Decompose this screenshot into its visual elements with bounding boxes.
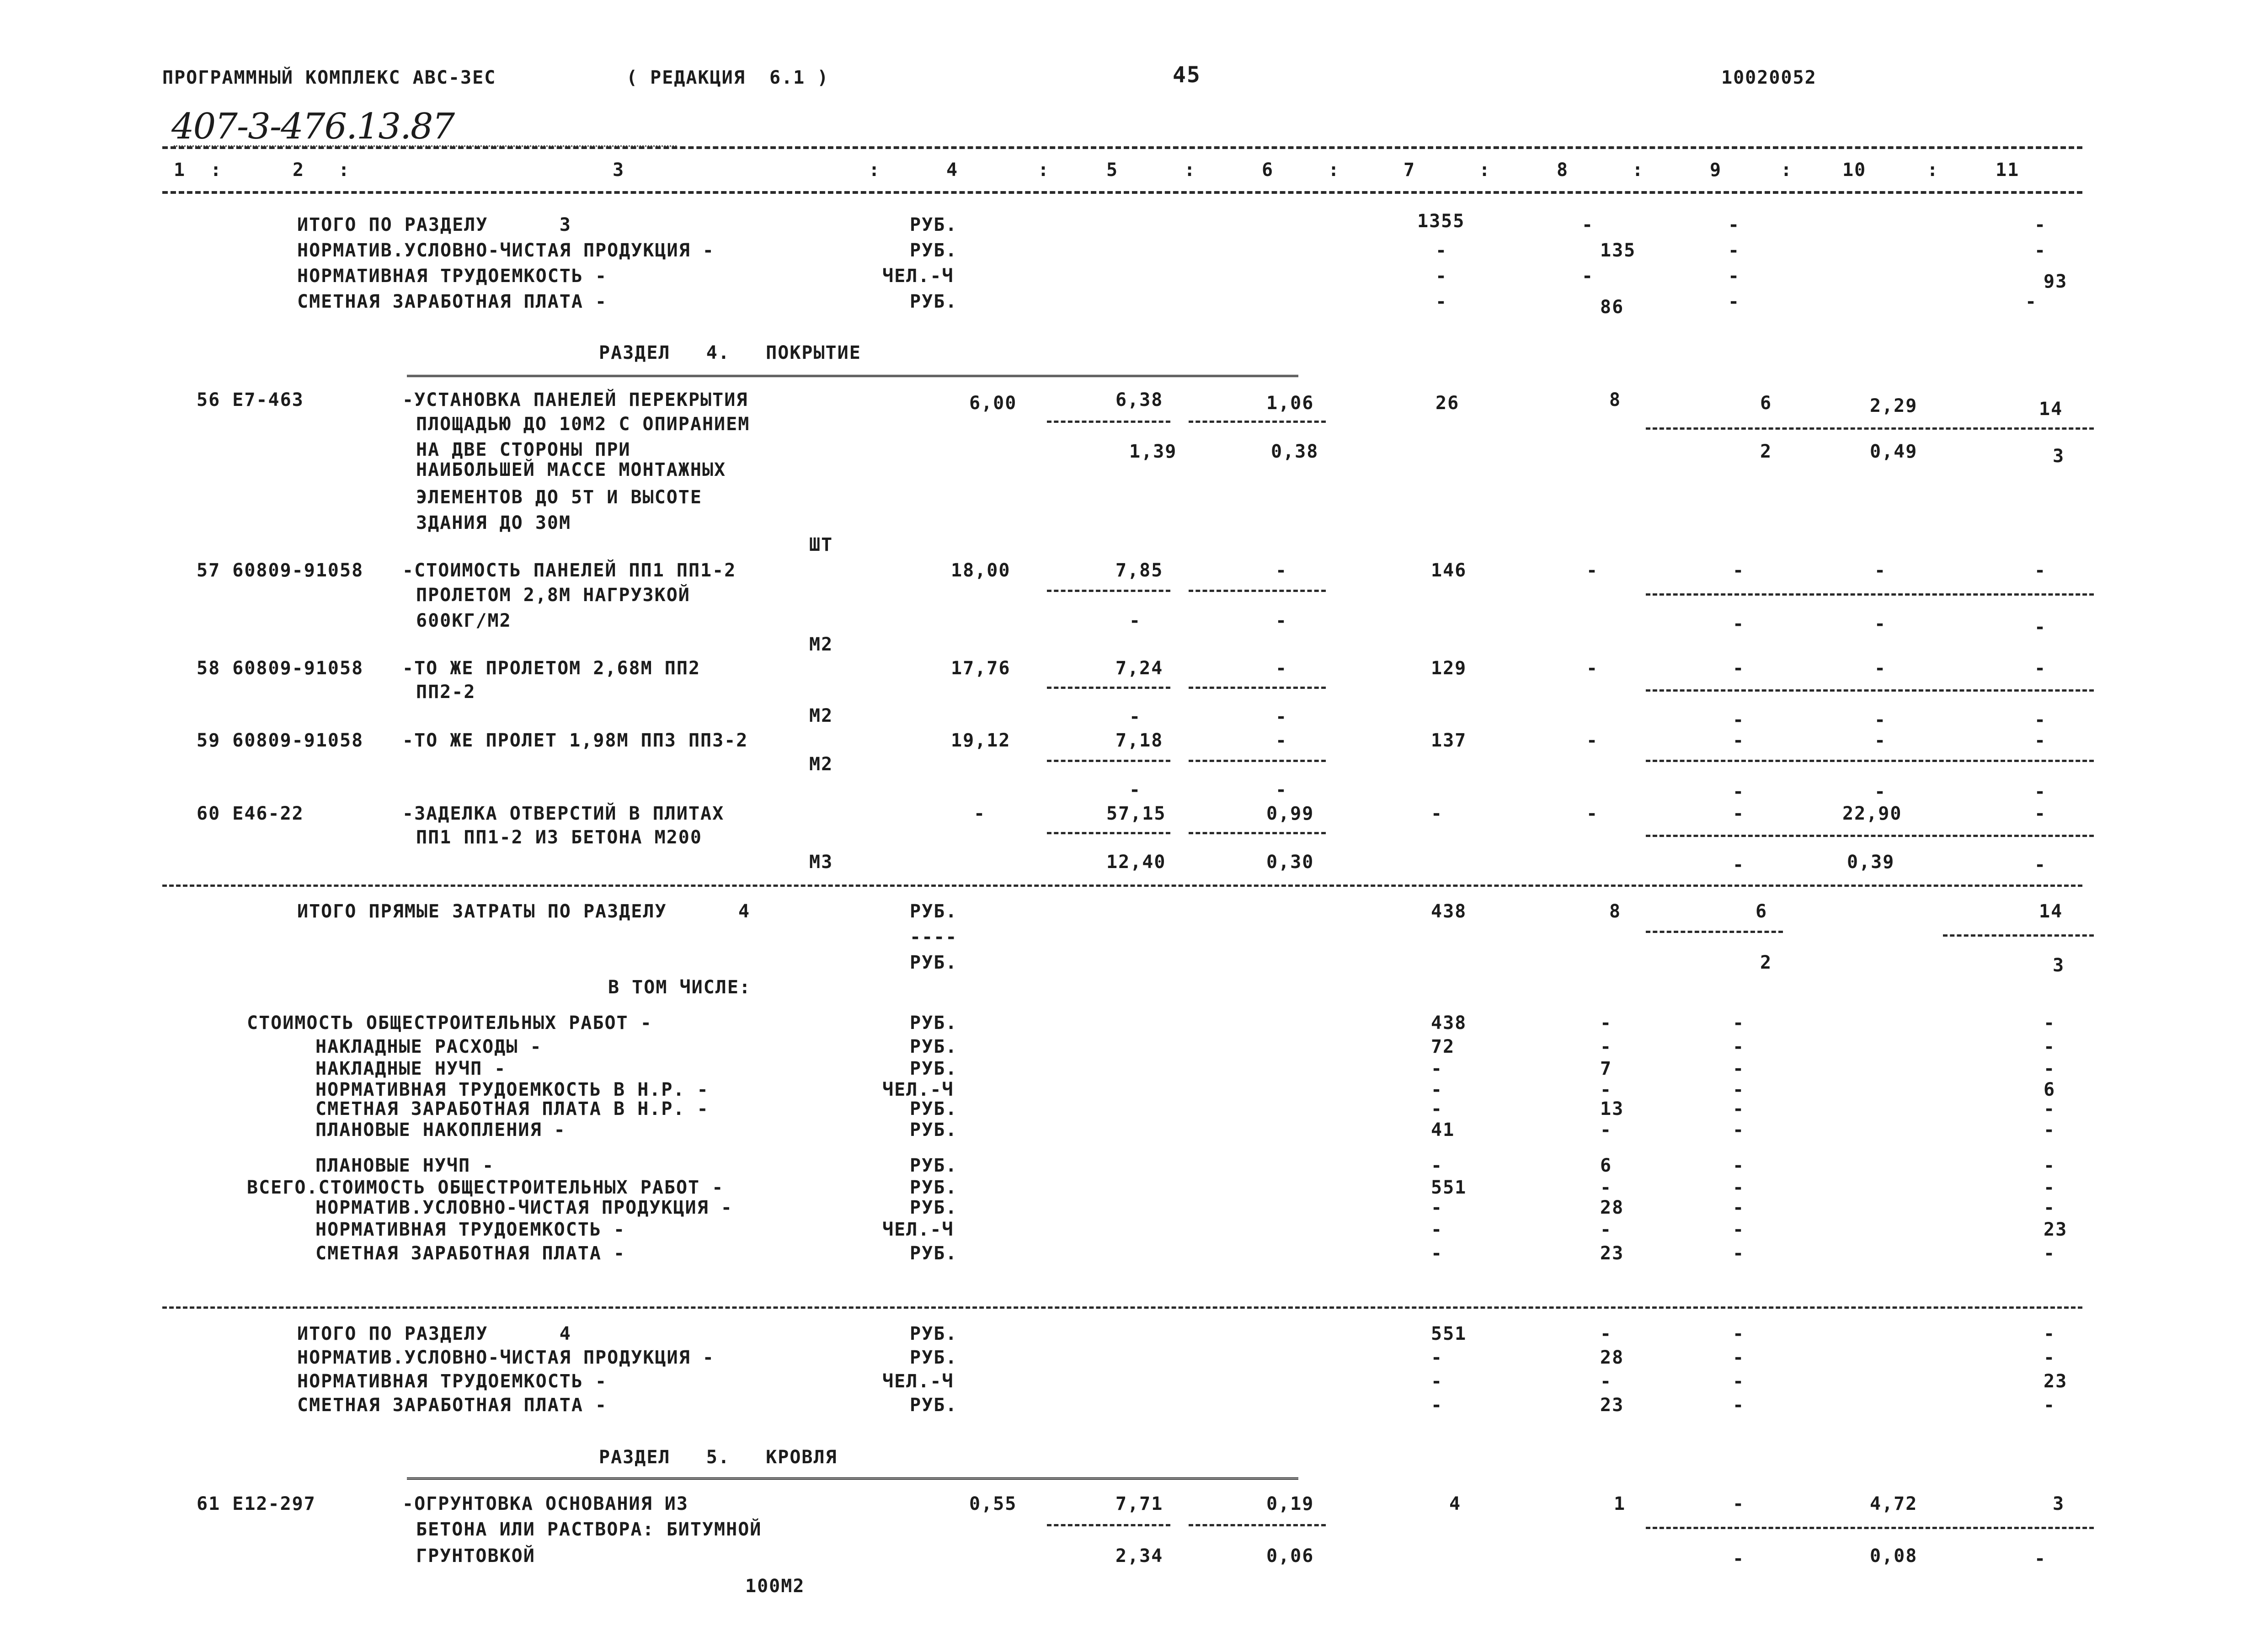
col-7: 7	[1403, 160, 1416, 181]
cell-8: -	[1600, 1219, 1612, 1240]
cell-5: 7,24	[1115, 658, 1163, 679]
cell-7: -	[1431, 803, 1443, 824]
breakdown-label: НОРМАТИВ.УСЛОВНО-ЧИСТАЯ ПРОДУКЦИЯ -	[315, 1197, 733, 1218]
cell-7: -	[1431, 1371, 1443, 1392]
wages-label: СМЕТНАЯ ЗАРАБОТНАЯ ПЛАТА -	[297, 291, 608, 312]
cell-9: -	[1733, 1036, 1745, 1057]
unit: РУБ.	[910, 1395, 958, 1416]
cell-9-labor: -	[1733, 613, 1745, 634]
col-9: 9	[1710, 160, 1722, 181]
cell-10: -	[1874, 730, 1887, 751]
cell-11-labor: 3	[2053, 446, 2065, 467]
total-label: ИТОГО ПО РАЗДЕЛУ 3	[297, 214, 571, 235]
cell-11-labor: -	[2034, 617, 2047, 638]
cell-11: -	[2044, 1036, 2056, 1057]
cell-6-labor: -	[1275, 779, 1288, 800]
cell-5-labor: 1,39	[1129, 441, 1177, 462]
item-description: -ОГРУНТОВКА ОСНОВАНИЯ ИЗ	[402, 1493, 688, 1514]
cell-9: -	[1733, 1243, 1745, 1264]
cell-9-labor: -	[1733, 854, 1745, 875]
unit: РУБ.	[910, 952, 958, 973]
cell-11: 23	[2044, 1219, 2068, 1240]
norm-net-label: НОРМАТИВ.УСЛОВНО-ЧИСТАЯ ПРОДУКЦИЯ -	[297, 240, 715, 261]
cell-9: -	[1733, 1197, 1745, 1218]
double-rule	[407, 1477, 1298, 1480]
cell-10-labor: -	[1874, 709, 1887, 730]
header-rule-top	[162, 146, 2082, 149]
item-quantity: 17,76	[951, 658, 1011, 679]
cell-10-labor: -	[1874, 613, 1887, 634]
unit: РУБ.	[910, 1098, 958, 1119]
unit: РУБ.	[910, 1243, 958, 1264]
cell-8: -	[1600, 1013, 1612, 1034]
value-labor: 93	[2044, 271, 2068, 292]
cell-8: 1	[1614, 1493, 1626, 1514]
cell-7: 551	[1431, 1177, 1467, 1198]
cell-7: 41	[1431, 1119, 1455, 1141]
item-number: 57 60809-91058	[197, 560, 364, 581]
breakdown-label: ПЛАНОВЫЕ НУЧП -	[315, 1155, 495, 1176]
cell-11: 23	[2044, 1371, 2068, 1392]
unit: РУБ.	[910, 291, 958, 312]
cell-7: 26	[1436, 393, 1460, 414]
value-net: 135	[1600, 240, 1636, 261]
item-quantity: -	[974, 803, 986, 824]
cell-6-labor: 0,38	[1271, 441, 1319, 462]
col-sep: :	[869, 160, 881, 181]
cell-11-labor: 3	[2053, 955, 2065, 976]
unit: РУБ.	[910, 1119, 958, 1141]
total-label: НОРМАТИВНАЯ ТРУДОЕМКОСТЬ -	[297, 1371, 608, 1392]
cell-6-labor: 0,06	[1266, 1546, 1314, 1567]
total-label: НОРМАТИВ.УСЛОВНО-ЧИСТАЯ ПРОДУКЦИЯ -	[297, 1347, 715, 1368]
cell-9: -	[1733, 658, 1745, 679]
cell-5: 7,71	[1115, 1493, 1163, 1514]
item-number: 60 Е46-22	[197, 803, 304, 824]
item-description: ПП1 ПП1-2 ИЗ БЕТОНА М200	[416, 827, 702, 848]
labor-label: НОРМАТИВНАЯ ТРУДОЕМКОСТЬ -	[297, 266, 608, 287]
page-number: 45	[1173, 62, 1201, 88]
item-description: -СТОИМОСТЬ ПАНЕЛЕЙ ПП1 ПП1-2	[402, 560, 736, 581]
cell-7: 438	[1431, 901, 1467, 922]
unit: РУБ.	[910, 1013, 958, 1034]
cell-7: -	[1431, 1395, 1443, 1416]
unit: РУБ.	[910, 1323, 958, 1344]
cell-8: -	[1600, 1323, 1612, 1344]
cell-11: -	[2044, 1323, 2056, 1344]
cell-9: -	[1733, 1155, 1745, 1176]
cell-10-labor: 0,49	[1870, 441, 1918, 462]
cell-10: -	[1874, 658, 1887, 679]
cell-6: -	[1275, 560, 1288, 581]
cell-9-labor: -	[1733, 709, 1745, 730]
unit: РУБ.	[910, 214, 958, 235]
cell-11: -	[2044, 1395, 2056, 1416]
value-total: 1355	[1417, 211, 1465, 232]
item-description: ЗДАНИЯ ДО 30М	[416, 512, 571, 533]
unit: ЧЕЛ.-Ч	[882, 1219, 954, 1240]
cell-11: -	[2044, 1177, 2056, 1198]
item-description: БЕТОНА ИЛИ РАСТВОРА: БИТУМНОЙ	[416, 1519, 762, 1540]
total-label: ИТОГО ПО РАЗДЕЛУ 4	[297, 1323, 571, 1344]
cell-5-labor: -	[1129, 610, 1142, 631]
item-description: ПЛОЩАДЬЮ ДО 10М2 С ОПИРАНИЕМ	[416, 414, 750, 435]
item-unit: М2	[809, 705, 833, 726]
cell-8: -	[1586, 730, 1599, 751]
item-description: 600КГ/М2	[416, 610, 512, 631]
unit: РУБ.	[910, 1058, 958, 1079]
unit: РУБ.	[910, 240, 958, 261]
unit: ЧЕЛ.-Ч	[882, 266, 954, 287]
item-description: НАИБОЛЬШЕЙ МАССЕ МОНТАЖНЫХ	[416, 459, 726, 480]
item-unit: М2	[809, 754, 833, 775]
col-4: 4	[946, 160, 959, 181]
cell-9-labor: -	[1733, 781, 1745, 802]
cell-11: -	[2044, 1155, 2056, 1176]
item-unit: М3	[809, 852, 833, 873]
column-header	[0, 161, 2268, 184]
cell-11-labor: -	[2034, 781, 2047, 802]
cell-8: 13	[1600, 1098, 1624, 1119]
item-description: ГРУНТОВКОЙ	[416, 1546, 535, 1567]
col-6: 6	[1262, 160, 1274, 181]
cell-11: 6	[2044, 1079, 2056, 1100]
cell-10: 22,90	[1842, 803, 1902, 824]
col-sep: :	[1184, 160, 1196, 181]
cell-10-labor: 0,08	[1870, 1546, 1918, 1567]
breakdown-label: НАКЛАДНЫЕ НУЧП -	[315, 1058, 507, 1079]
cell-5-labor: 12,40	[1106, 852, 1166, 873]
cell-8: 7	[1600, 1058, 1612, 1079]
cell-7: -	[1431, 1219, 1443, 1240]
cell-11-labor: -	[2034, 854, 2047, 875]
cell-8: 8	[1609, 901, 1622, 922]
col-sep: :	[1328, 160, 1340, 181]
col-11: 11	[1996, 160, 2020, 181]
cell-11-labor: -	[2034, 1548, 2047, 1569]
item-description: -ТО ЖЕ ПРОЛЕТ 1,98М ПП3 ПП3-2	[402, 730, 748, 751]
cell-5-labor: -	[1129, 779, 1142, 800]
breakdown-label: СМЕТНАЯ ЗАРАБОТНАЯ ПЛАТА -	[315, 1243, 626, 1264]
cell-6: 1,06	[1266, 393, 1314, 414]
cell-5: 57,15	[1106, 803, 1166, 824]
cell-9: -	[1733, 730, 1745, 751]
cell-7: -	[1431, 1155, 1443, 1176]
col-10: 10	[1842, 160, 1867, 181]
cell-9: -	[1733, 1323, 1745, 1344]
col-1: 1	[174, 160, 186, 181]
cell-6: 0,19	[1266, 1493, 1314, 1514]
section-title: РАЗДЕЛ 5. КРОВЛЯ	[599, 1447, 838, 1468]
cell-7: 438	[1431, 1013, 1467, 1034]
cell-7: -	[1431, 1098, 1443, 1119]
including-label: В ТОМ ЧИСЛЕ:	[608, 977, 751, 998]
cell-9: -	[1733, 560, 1745, 581]
section-rule	[162, 885, 2082, 887]
cell-9: 6	[1756, 901, 1768, 922]
cell-8: -	[1600, 1371, 1612, 1392]
cell-7: -	[1431, 1058, 1443, 1079]
cell-9: -	[1733, 1079, 1745, 1100]
item-unit: ШТ	[809, 534, 833, 555]
cell-9: -	[1733, 1493, 1745, 1514]
cell-7: -	[1431, 1197, 1443, 1218]
cell-11-labor: -	[2034, 709, 2047, 730]
cell-8: 28	[1600, 1197, 1624, 1218]
cell-11: -	[2044, 1347, 2056, 1368]
cell-7: 146	[1431, 560, 1467, 581]
cell-7: -	[1431, 1243, 1443, 1264]
col-3: 3	[613, 160, 625, 181]
col-sep: :	[1479, 160, 1491, 181]
item-description: ПП2-2	[416, 682, 476, 703]
cell-9: -	[1733, 803, 1745, 824]
cell-6: 0,99	[1266, 803, 1314, 824]
cell-10: -	[1874, 560, 1887, 581]
cell-8: -	[1586, 658, 1599, 679]
cell-8: 6	[1600, 1155, 1612, 1176]
unit: РУБ.	[910, 901, 958, 922]
item-number: 61 Е12-297	[197, 1493, 316, 1514]
cell-8: -	[1600, 1119, 1612, 1141]
unit: ЧЕЛ.-Ч	[882, 1371, 954, 1392]
cell-11: -	[2044, 1098, 2056, 1119]
total-label: ИТОГО ПРЯМЫЕ ЗАТРАТЫ ПО РАЗДЕЛУ 4	[297, 901, 751, 922]
cell-6: -	[1275, 658, 1288, 679]
cell-11: 14	[2039, 399, 2063, 420]
cell-10-labor: 0,39	[1847, 852, 1895, 873]
item-description: ЭЛЕМЕНТОВ ДО 5Т И ВЫСОТЕ	[416, 487, 702, 508]
breakdown-label: ПЛАНОВЫЕ НАКОПЛЕНИЯ -	[315, 1119, 566, 1141]
cell-9: -	[1733, 1371, 1745, 1392]
cell-9-labor: 2	[1760, 952, 1772, 973]
cell-8: -	[1586, 803, 1599, 824]
cell-10: 2,29	[1870, 395, 1918, 416]
cell-5: 7,85	[1115, 560, 1163, 581]
total-label: СМЕТНАЯ ЗАРАБОТНАЯ ПЛАТА -	[297, 1395, 608, 1416]
double-rule	[407, 375, 1298, 377]
cell-5-labor: 2,34	[1115, 1546, 1163, 1567]
breakdown-label: СМЕТНАЯ ЗАРАБОТНАЯ ПЛАТА В Н.Р. -	[315, 1098, 709, 1119]
cell-9: 6	[1760, 393, 1772, 414]
cell-11: -	[2044, 1013, 2056, 1034]
cell-7: -	[1431, 1079, 1443, 1100]
unit: РУБ.	[910, 1155, 958, 1176]
cell-9: -	[1733, 1119, 1745, 1141]
header-rule-bottom	[162, 191, 2082, 194]
cell-11: -	[2044, 1119, 2056, 1141]
item-quantity: 6,00	[969, 393, 1017, 414]
cell-6-labor: -	[1275, 706, 1288, 727]
cell-8: -	[1600, 1177, 1612, 1198]
item-description: -УСТАНОВКА ПАНЕЛЕЙ ПЕРЕКРЫТИЯ	[402, 389, 748, 410]
cell-9: -	[1733, 1177, 1745, 1198]
item-quantity: 19,12	[951, 730, 1011, 751]
breakdown-label: НОРМАТИВНАЯ ТРУДОЕМКОСТЬ В Н.Р. -	[315, 1079, 709, 1100]
section-rule	[162, 1306, 2082, 1309]
col-sep: :	[1632, 160, 1644, 181]
cell-9: -	[1733, 1395, 1745, 1416]
program-title: ПРОГРАММНЫЙ КОМПЛЕКС АВС-3ЕС	[162, 67, 496, 88]
breakdown-label: ВСЕГО.СТОИМОСТЬ ОБЩЕСТРОИТЕЛЬНЫХ РАБОТ -	[247, 1177, 724, 1198]
cell-9-labor: -	[1733, 1548, 1745, 1569]
cell-9: -	[1733, 1347, 1745, 1368]
cell-11: 3	[2053, 1493, 2065, 1514]
cell-6: -	[1275, 730, 1288, 751]
cell-8: 23	[1600, 1243, 1624, 1264]
col-2: 2	[293, 160, 305, 181]
item-unit: 100М2	[745, 1576, 805, 1597]
item-unit: М2	[809, 634, 833, 655]
cell-6-labor: -	[1275, 610, 1288, 631]
item-number: 59 60809-91058	[197, 730, 364, 751]
cell-8: -	[1600, 1036, 1612, 1057]
value-wages: 86	[1600, 297, 1624, 318]
cell-8: 8	[1609, 389, 1622, 410]
cell-7: 551	[1431, 1323, 1467, 1344]
cell-9: -	[1733, 1219, 1745, 1240]
cell-11: -	[2044, 1197, 2056, 1218]
cell-8: -	[1586, 560, 1599, 581]
cell-11: -	[2044, 1058, 2056, 1079]
cell-7: 4	[1449, 1493, 1462, 1514]
document-code: 10020052	[1721, 67, 1817, 88]
unit: РУБ.	[910, 1347, 958, 1368]
cell-6-labor: 0,30	[1266, 852, 1314, 873]
cell-11: 14	[2039, 901, 2063, 922]
item-description: ПРОЛЕТОМ 2,8М НАГРУЗКОЙ	[416, 585, 690, 606]
cell-7: 137	[1431, 730, 1467, 751]
breakdown-label: НОРМАТИВНАЯ ТРУДОЕМКОСТЬ -	[315, 1219, 626, 1240]
cell-11: -	[2034, 730, 2047, 751]
item-quantity: 0,55	[969, 1493, 1017, 1514]
cell-9: -	[1733, 1013, 1745, 1034]
col-sep: :	[210, 160, 223, 181]
cell-7: 72	[1431, 1036, 1455, 1057]
unit: РУБ.	[910, 1197, 958, 1218]
cell-9: -	[1733, 1058, 1745, 1079]
edition-label: ( РЕДАКЦИЯ 6.1 )	[626, 67, 829, 88]
section-title: РАЗДЕЛ 4. ПОКРЫТИЕ	[599, 342, 861, 363]
cell-10: 4,72	[1870, 1493, 1918, 1514]
cell-11: -	[2034, 560, 2047, 581]
breakdown-label: НАКЛАДНЫЕ РАСХОДЫ -	[315, 1036, 542, 1057]
cell-8: 23	[1600, 1395, 1624, 1416]
item-number: 56 Е7-463	[197, 389, 304, 410]
cell-7: 129	[1431, 658, 1467, 679]
cell-5-labor: -	[1129, 706, 1142, 727]
cell-11: -	[2044, 1243, 2056, 1264]
item-quantity: 18,00	[951, 560, 1011, 581]
cell-5: 7,18	[1115, 730, 1163, 751]
cell-9: -	[1733, 1098, 1745, 1119]
cell-8: 28	[1600, 1347, 1624, 1368]
item-description: НА ДВЕ СТОРОНЫ ПРИ	[416, 439, 631, 460]
cell-11: -	[2034, 803, 2047, 824]
cell-7: -	[1431, 1347, 1443, 1368]
unit: ЧЕЛ.-Ч	[882, 1079, 954, 1100]
item-description: -ЗАДЕЛКА ОТВЕРСТИЙ В ПЛИТАХ	[402, 803, 725, 824]
col-sep: :	[1927, 160, 1939, 181]
col-sep: :	[1781, 160, 1793, 181]
cell-11: -	[2034, 658, 2047, 679]
cell-8: -	[1600, 1079, 1612, 1100]
cell-5: 6,38	[1115, 389, 1163, 410]
item-description: -ТО ЖЕ ПРОЛЕТОМ 2,68М ПП2	[402, 658, 701, 679]
col-5: 5	[1106, 160, 1119, 181]
col-sep: :	[1038, 160, 1050, 181]
unit: РУБ.	[910, 1036, 958, 1057]
cell-9-labor: 2	[1760, 441, 1772, 462]
handwritten-reference: 407-3-476.13.87	[171, 106, 454, 147]
item-number: 58 60809-91058	[197, 658, 364, 679]
unit: РУБ.	[910, 1177, 958, 1198]
breakdown-label: СТОИМОСТЬ ОБЩЕСТРОИТЕЛЬНЫХ РАБОТ -	[247, 1013, 652, 1034]
col-sep: :	[338, 160, 351, 181]
cell-10-labor: -	[1874, 781, 1887, 802]
col-8: 8	[1557, 160, 1569, 181]
